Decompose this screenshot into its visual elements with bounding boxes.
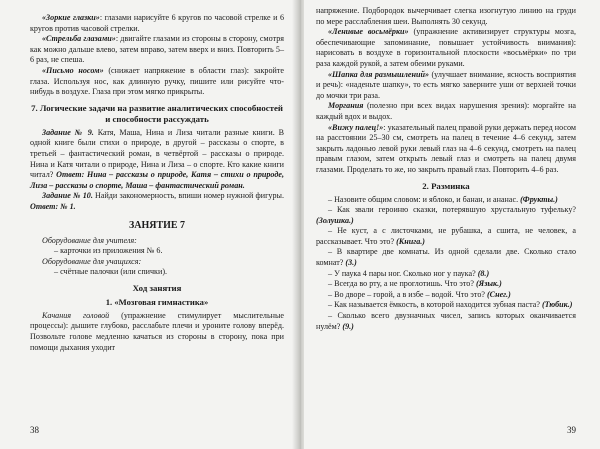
exercise-text: : двигайте глазами из стороны в сторону, смотря как можно дальше влево, затем вправо, затем вверх и вниз. Повторить 5–6 раз, не спеша.	[30, 34, 284, 65]
right-page	[304, 0, 600, 449]
exercise-title: «Стрельба глазами»	[42, 34, 116, 44]
question-text: – Как называется ёмкость, в которой находится зубная паста?	[328, 300, 540, 310]
exercise-text: (снижает напряжение в области глаз): закройте глаза. Используя нос, как длинную ручку, пишите или рисуйте что-нибудь в воздухе. Глаза при этом мягко прикрыты.	[30, 65, 284, 97]
teacher-equipment-item: – карточки из приложения № 6.	[54, 246, 163, 256]
right-column	[316, 6, 576, 332]
exercise-thinking-cap	[316, 70, 576, 102]
question-text: – В квартире две комнаты. Из одной сделали две. Сколько стало комнат?	[316, 247, 576, 268]
task-text: Найди закономерность, впиши номер нужной фигуры.	[92, 191, 284, 201]
answer-text: (8.)	[475, 268, 490, 278]
lesson-heading: ЗАНЯТИЕ 7	[128, 219, 186, 231]
exercise-pismo-nosom	[30, 66, 284, 98]
exercise-title: Моргания	[328, 101, 364, 111]
answer-text: (3.)	[343, 258, 357, 268]
warmup-question-9	[316, 311, 576, 332]
exercise-zorkie-glazki	[30, 13, 284, 34]
exercise-text: (упражнение активизирует структуры мозга, обеспечивающие запоминание, повышает устойчивость внимания): нарисовать в воздухе в горизонтальной плоскости «восьмёрки» по три раза каждой рукой, а затем обеими руками.	[316, 27, 576, 68]
exercise-lazy-eights	[316, 27, 576, 69]
left-page	[0, 0, 296, 449]
answer-text: (Тюбик.)	[539, 300, 573, 310]
answer-text: (Язык.)	[473, 279, 502, 289]
page-number-left: 38	[30, 425, 39, 435]
task-9	[30, 128, 284, 192]
continuation-text: напряжение. Подбородок вычерчивает слегка изогнутую линию на груди по мере расслабления шеи. Выполнять 30 секунд.	[316, 6, 576, 26]
question-text: – Назовите общим словом: и яблоко, и банан, и ананас.	[328, 194, 519, 204]
task-10	[30, 191, 284, 212]
task-answer: Ответ: Нина – рассказы о природе, Катя – стихи о природе, Лиза – рассказы о спорте, Маша – фантастический роман.	[30, 170, 284, 190]
question-text: – Не куст, а с листочками, не рубашка, а сшита, не человек, а рассказывает. Что это?	[316, 226, 576, 246]
answer-text: (Фрукты.)	[518, 194, 558, 204]
task-text: Катя, Маша, Нина и Лиза читали разные книги. В одной книге были стихи о природе, в другой – рассказы о спорте, в третьей – фантастический роман, в четвёртой – рассказы о природе. Нина и Катя читали о природе, Нина и Лиза – о спорте. Кто какие книги читал?	[30, 127, 284, 180]
exercise-text: (улучшает внимание, ясность восприятия и речь): «наденьте шапку», то есть мягко заверните уши от верхней точки до мочки три раза.	[316, 69, 576, 100]
exercise-title: «Вижу палец!»	[328, 122, 384, 132]
exercise-strelba-glazami	[30, 34, 284, 66]
warmup-heading: 2. Разминка	[422, 180, 470, 191]
exercise-text: (полезно при всех видах нарушения зрения): моргайте на каждый вдох и выдох.	[316, 101, 576, 121]
exercise-title: «Зоркие глазки»	[42, 13, 100, 22]
exercise-see-finger	[316, 123, 576, 176]
exercise-title: «Шапка для размышлений»	[328, 69, 430, 79]
answer-text: (Книга.)	[394, 236, 426, 246]
warmup-question-4	[316, 247, 576, 268]
question-text: – Всегда во рту, а не проглотишь. Что это?	[328, 279, 474, 289]
warmup-question-7	[316, 290, 576, 301]
section-7-heading: 7. Логические задачи на развитие аналитических способностей и способности рассуждать	[31, 102, 283, 124]
page-number-right: 39	[567, 425, 576, 435]
warmup-question-6	[316, 279, 576, 290]
exercise-blinking	[316, 101, 576, 122]
exercise-title: Качания головой	[42, 310, 110, 320]
answer-text: (Золушка.)	[316, 215, 354, 225]
exercise-text: (упражнение стимулирует мыслительные процессы): дышите глубоко, расслабьте плечи и уроните голову вперёд. Позвольте голове медленно качаться из стороны в сторону, пока при помощи дыхания уходит	[30, 310, 285, 352]
task-label: Задание № 10.	[42, 191, 93, 201]
warmup-question-8	[316, 300, 576, 311]
exercise-text: : указательный палец правой руки держать перед носом на расстоянии 25–30 см, смотреть на палец в течение 4–6 секунд, затем закрыть ладонью левой руки левый глаз на 4–6 секунд, смотреть на палец правым глазом, затем открыть левый глаз и смотреть на палец двумя глазами. Проделать то же, но закрыть правый глаз. Повторить 4–6 раз.	[316, 122, 576, 174]
left-column	[30, 13, 284, 353]
teacher-equipment-label-text: Оборудование для учителя:	[42, 235, 137, 245]
warmup-question-2	[316, 205, 576, 226]
question-text: – У паука 4 пары ног. Сколько ног у паука?	[328, 268, 476, 278]
exercise-title: «Ленивые восьмёрки»	[328, 27, 409, 37]
warmup-question-1	[316, 195, 576, 206]
student-equipment-label	[30, 257, 284, 268]
question-text: – Во дворе – горой, а в избе – водой. Что это?	[328, 289, 485, 299]
teacher-equipment-label	[30, 236, 284, 247]
question-text: – Сколько всего двузначных чисел, запись которых оканчивается нулём?	[316, 311, 576, 331]
course-heading: Ход занятия	[132, 282, 182, 293]
exercise-head-swing	[30, 311, 284, 353]
task-label: Задание № 9.	[42, 127, 94, 137]
question-text: – Как звали героиню сказки, потерявшую хрустальную туфельку?	[328, 205, 576, 215]
student-equipment-label-text: Оборудование для учащихся:	[42, 256, 142, 266]
warmup-question-3	[316, 226, 576, 247]
answer-text: (9.)	[340, 321, 354, 331]
exercise-title: «Письмо носом»	[42, 65, 104, 75]
student-equipment-item: – счётные палочки (или спички).	[54, 267, 168, 277]
gym-heading: 1. «Мозговая гимнастика»	[105, 296, 209, 307]
exercise-text: : глазами нарисуйте 6 кругов по часовой стрелке и 6 кругов против часовой стрелки.	[30, 13, 284, 33]
task-answer: Ответ: № 1.	[30, 201, 76, 211]
answer-text: (Снег.)	[484, 289, 511, 299]
warmup-question-5	[316, 269, 576, 280]
